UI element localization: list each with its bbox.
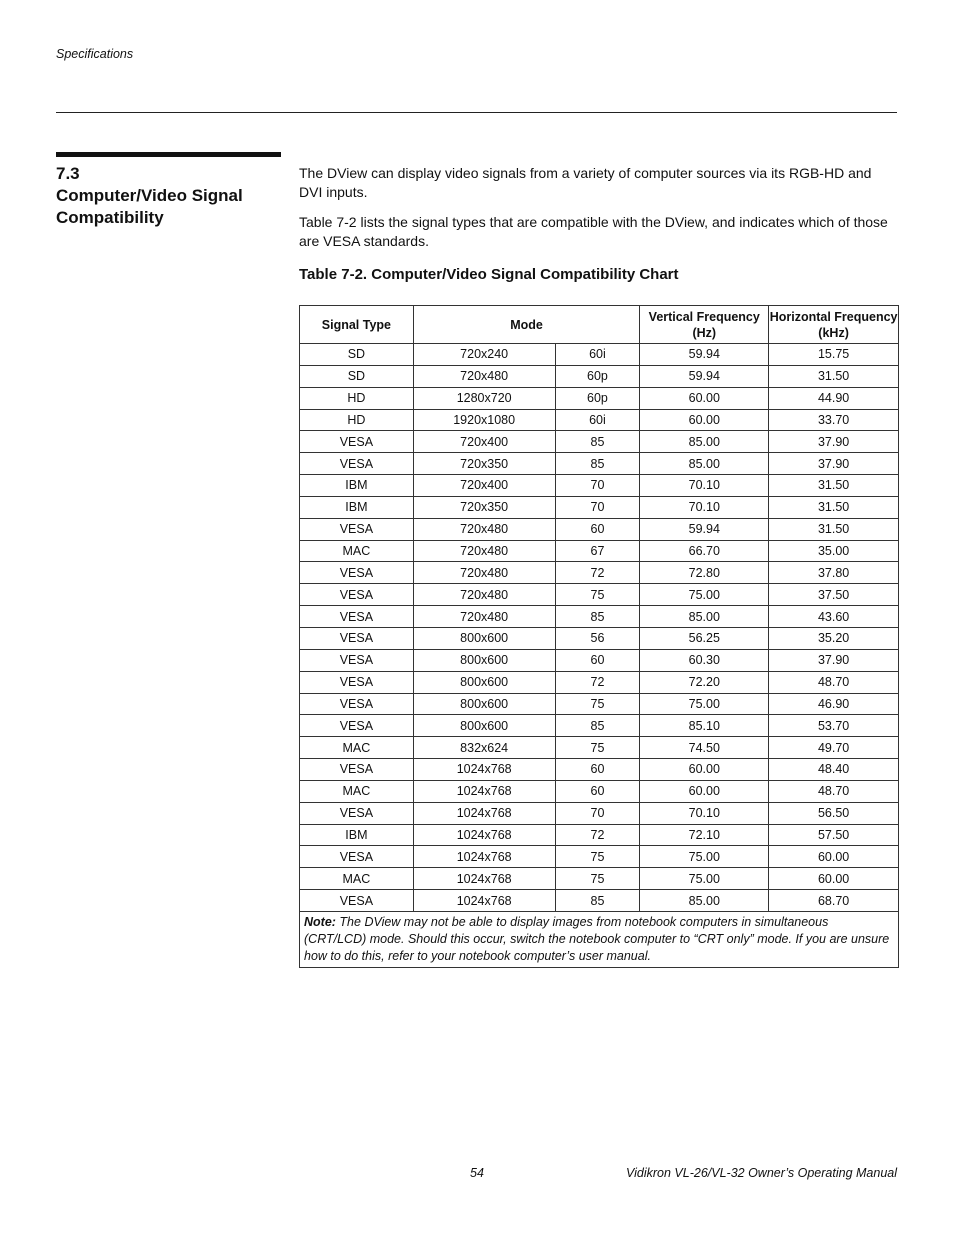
cell-refresh: 70 (555, 496, 640, 518)
cell-horizontal-frequency: 37.50 (769, 584, 899, 606)
cell-signal-type: MAC (300, 540, 414, 562)
cell-vertical-frequency: 60.30 (640, 649, 769, 671)
cell-vertical-frequency: 60.00 (640, 759, 769, 781)
cell-resolution: 1024x768 (413, 759, 555, 781)
cell-vertical-frequency: 85.00 (640, 431, 769, 453)
cell-horizontal-frequency: 31.50 (769, 365, 899, 387)
table-row (300, 671, 899, 693)
cell-vertical-frequency: 70.10 (640, 475, 769, 497)
table-row (300, 365, 899, 387)
cell-vertical-frequency: 59.94 (640, 344, 769, 366)
cell-resolution: 1024x768 (413, 802, 555, 824)
cell-horizontal-frequency: 60.00 (769, 868, 899, 890)
cell-refresh: 60p (555, 365, 640, 387)
cell-horizontal-frequency: 48.70 (769, 671, 899, 693)
cell-vertical-frequency: 75.00 (640, 846, 769, 868)
header-vertical-frequency: Vertical Frequency (Hz) (640, 306, 769, 344)
table-caption: Table 7-2. Computer/Video Signal Compatibility Chart (299, 266, 679, 283)
table-reference-paragraph: Table 7-2 lists the signal types that are compatible with the DView, and indicates which of those are VESA standards. (299, 214, 888, 249)
cell-resolution: 720x350 (413, 453, 555, 475)
cell-horizontal-frequency: 56.50 (769, 802, 899, 824)
cell-refresh: 85 (555, 453, 640, 475)
cell-signal-type: IBM (300, 475, 414, 497)
cell-refresh: 70 (555, 802, 640, 824)
cell-horizontal-frequency: 33.70 (769, 409, 899, 431)
cell-refresh: 60i (555, 409, 640, 431)
cell-vertical-frequency: 59.94 (640, 365, 769, 387)
cell-horizontal-frequency: 37.80 (769, 562, 899, 584)
cell-refresh: 75 (555, 693, 640, 715)
cell-refresh: 85 (555, 431, 640, 453)
cell-horizontal-frequency: 35.00 (769, 540, 899, 562)
table-row (300, 606, 899, 628)
cell-resolution: 720x400 (413, 475, 555, 497)
table-row (300, 627, 899, 649)
cell-resolution: 800x600 (413, 715, 555, 737)
table-row (300, 518, 899, 540)
cell-resolution: 720x350 (413, 496, 555, 518)
intro-paragraph: The DView can display video signals from a variety of computer sources via its RGB-HD and DVI inputs. (299, 165, 872, 200)
cell-resolution: 800x600 (413, 627, 555, 649)
note-text: The DView may not be able to display images from notebook computers in simultaneous (CRT/LCD) mode. Should this occur, switch the notebook computer to “CRT only” mode. If you are unsure how to do this, refer to your notebook computer’s user manual. (304, 914, 890, 963)
cell-refresh: 56 (555, 627, 640, 649)
cell-vertical-frequency: 56.25 (640, 627, 769, 649)
cell-resolution: 800x600 (413, 693, 555, 715)
cell-signal-type: VESA (300, 802, 414, 824)
cell-refresh: 72 (555, 671, 640, 693)
table-row (300, 584, 899, 606)
cell-vertical-frequency: 74.50 (640, 737, 769, 759)
running-head: Specifications (56, 47, 134, 61)
table-row (300, 562, 899, 584)
cell-vertical-frequency: 70.10 (640, 496, 769, 518)
table-row (300, 540, 899, 562)
section-title: Computer/Video Signal Compatibility (56, 186, 243, 227)
cell-refresh: 85 (555, 890, 640, 912)
cell-vertical-frequency: 66.70 (640, 540, 769, 562)
cell-vertical-frequency: 85.00 (640, 890, 769, 912)
header-horizontal-frequency: Horizontal Frequency (kHz) (769, 306, 899, 344)
table-row (300, 649, 899, 671)
cell-refresh: 75 (555, 584, 640, 606)
top-rule (56, 112, 897, 113)
cell-signal-type: MAC (300, 868, 414, 890)
cell-signal-type: VESA (300, 671, 414, 693)
cell-signal-type: HD (300, 409, 414, 431)
cell-refresh: 70 (555, 475, 640, 497)
table-row (300, 496, 899, 518)
cell-signal-type: VESA (300, 453, 414, 475)
cell-signal-type: VESA (300, 846, 414, 868)
cell-resolution: 1024x768 (413, 846, 555, 868)
cell-horizontal-frequency: 48.70 (769, 780, 899, 802)
table-row (300, 715, 899, 737)
cell-resolution: 1024x768 (413, 780, 555, 802)
cell-resolution: 800x600 (413, 649, 555, 671)
cell-vertical-frequency: 75.00 (640, 693, 769, 715)
cell-horizontal-frequency: 35.20 (769, 627, 899, 649)
cell-resolution: 720x480 (413, 540, 555, 562)
table-row (300, 759, 899, 781)
cell-horizontal-frequency: 60.00 (769, 846, 899, 868)
cell-resolution: 800x600 (413, 671, 555, 693)
cell-signal-type: HD (300, 387, 414, 409)
table-body (300, 344, 899, 912)
table-row (300, 890, 899, 912)
cell-horizontal-frequency: 57.50 (769, 824, 899, 846)
cell-signal-type: MAC (300, 780, 414, 802)
section-bar (56, 152, 281, 157)
footer-manual-title: Vidikron VL-26/VL-32 Owner’s Operating Manual (626, 1166, 897, 1180)
header-signal-type: Signal Type (300, 306, 414, 344)
cell-horizontal-frequency: 31.50 (769, 475, 899, 497)
note-row (300, 911, 899, 967)
cell-resolution: 720x480 (413, 606, 555, 628)
cell-vertical-frequency: 85.00 (640, 453, 769, 475)
compatibility-table (299, 305, 899, 968)
cell-resolution: 1024x768 (413, 868, 555, 890)
cell-refresh: 75 (555, 846, 640, 868)
cell-resolution: 832x624 (413, 737, 555, 759)
cell-horizontal-frequency: 46.90 (769, 693, 899, 715)
table-row (300, 846, 899, 868)
table-row (300, 824, 899, 846)
table-row (300, 387, 899, 409)
table-row (300, 475, 899, 497)
cell-resolution: 720x480 (413, 365, 555, 387)
cell-horizontal-frequency: 43.60 (769, 606, 899, 628)
cell-resolution: 720x480 (413, 584, 555, 606)
cell-refresh: 60 (555, 759, 640, 781)
note-label: Note: (304, 914, 336, 929)
cell-vertical-frequency: 85.10 (640, 715, 769, 737)
cell-resolution: 1280x720 (413, 387, 555, 409)
cell-vertical-frequency: 60.00 (640, 780, 769, 802)
cell-vertical-frequency: 72.10 (640, 824, 769, 846)
table-note (300, 911, 899, 967)
table-row (300, 344, 899, 366)
cell-refresh: 72 (555, 824, 640, 846)
cell-vertical-frequency: 70.10 (640, 802, 769, 824)
table-row (300, 780, 899, 802)
cell-refresh: 75 (555, 737, 640, 759)
table-row (300, 409, 899, 431)
cell-vertical-frequency: 72.80 (640, 562, 769, 584)
cell-signal-type: VESA (300, 627, 414, 649)
cell-resolution: 1920x1080 (413, 409, 555, 431)
cell-horizontal-frequency: 48.40 (769, 759, 899, 781)
cell-refresh: 60 (555, 780, 640, 802)
cell-resolution: 720x480 (413, 562, 555, 584)
cell-refresh: 85 (555, 715, 640, 737)
table-row (300, 802, 899, 824)
cell-signal-type: VESA (300, 759, 414, 781)
cell-signal-type: VESA (300, 890, 414, 912)
cell-resolution: 720x240 (413, 344, 555, 366)
page-number: 54 (470, 1166, 484, 1180)
header-mode: Mode (413, 306, 640, 344)
cell-vertical-frequency: 75.00 (640, 584, 769, 606)
cell-refresh: 67 (555, 540, 640, 562)
cell-signal-type: MAC (300, 737, 414, 759)
cell-signal-type: IBM (300, 824, 414, 846)
table-row (300, 453, 899, 475)
cell-refresh: 60p (555, 387, 640, 409)
cell-vertical-frequency: 85.00 (640, 606, 769, 628)
cell-signal-type: VESA (300, 649, 414, 671)
cell-resolution: 1024x768 (413, 890, 555, 912)
cell-horizontal-frequency: 37.90 (769, 453, 899, 475)
cell-resolution: 1024x768 (413, 824, 555, 846)
cell-horizontal-frequency: 49.70 (769, 737, 899, 759)
cell-horizontal-frequency: 31.50 (769, 518, 899, 540)
table-row (300, 737, 899, 759)
cell-refresh: 60i (555, 344, 640, 366)
cell-resolution: 720x400 (413, 431, 555, 453)
cell-resolution: 720x480 (413, 518, 555, 540)
cell-signal-type: IBM (300, 496, 414, 518)
cell-signal-type: VESA (300, 584, 414, 606)
section-number: 7.3 (56, 164, 80, 183)
cell-signal-type: VESA (300, 518, 414, 540)
cell-signal-type: VESA (300, 562, 414, 584)
cell-refresh: 75 (555, 868, 640, 890)
cell-vertical-frequency: 59.94 (640, 518, 769, 540)
cell-signal-type: VESA (300, 715, 414, 737)
cell-signal-type: VESA (300, 606, 414, 628)
cell-vertical-frequency: 72.20 (640, 671, 769, 693)
cell-horizontal-frequency: 53.70 (769, 715, 899, 737)
cell-vertical-frequency: 75.00 (640, 868, 769, 890)
cell-refresh: 60 (555, 649, 640, 671)
cell-signal-type: VESA (300, 693, 414, 715)
cell-vertical-frequency: 60.00 (640, 409, 769, 431)
cell-refresh: 85 (555, 606, 640, 628)
cell-horizontal-frequency: 68.70 (769, 890, 899, 912)
cell-refresh: 72 (555, 562, 640, 584)
table-row (300, 693, 899, 715)
cell-horizontal-frequency: 31.50 (769, 496, 899, 518)
cell-signal-type: SD (300, 344, 414, 366)
cell-signal-type: VESA (300, 431, 414, 453)
cell-horizontal-frequency: 15.75 (769, 344, 899, 366)
cell-horizontal-frequency: 37.90 (769, 649, 899, 671)
table-row (300, 868, 899, 890)
table-row (300, 431, 899, 453)
cell-vertical-frequency: 60.00 (640, 387, 769, 409)
cell-refresh: 60 (555, 518, 640, 540)
cell-horizontal-frequency: 44.90 (769, 387, 899, 409)
table-header-row (300, 306, 899, 344)
cell-horizontal-frequency: 37.90 (769, 431, 899, 453)
cell-signal-type: SD (300, 365, 414, 387)
